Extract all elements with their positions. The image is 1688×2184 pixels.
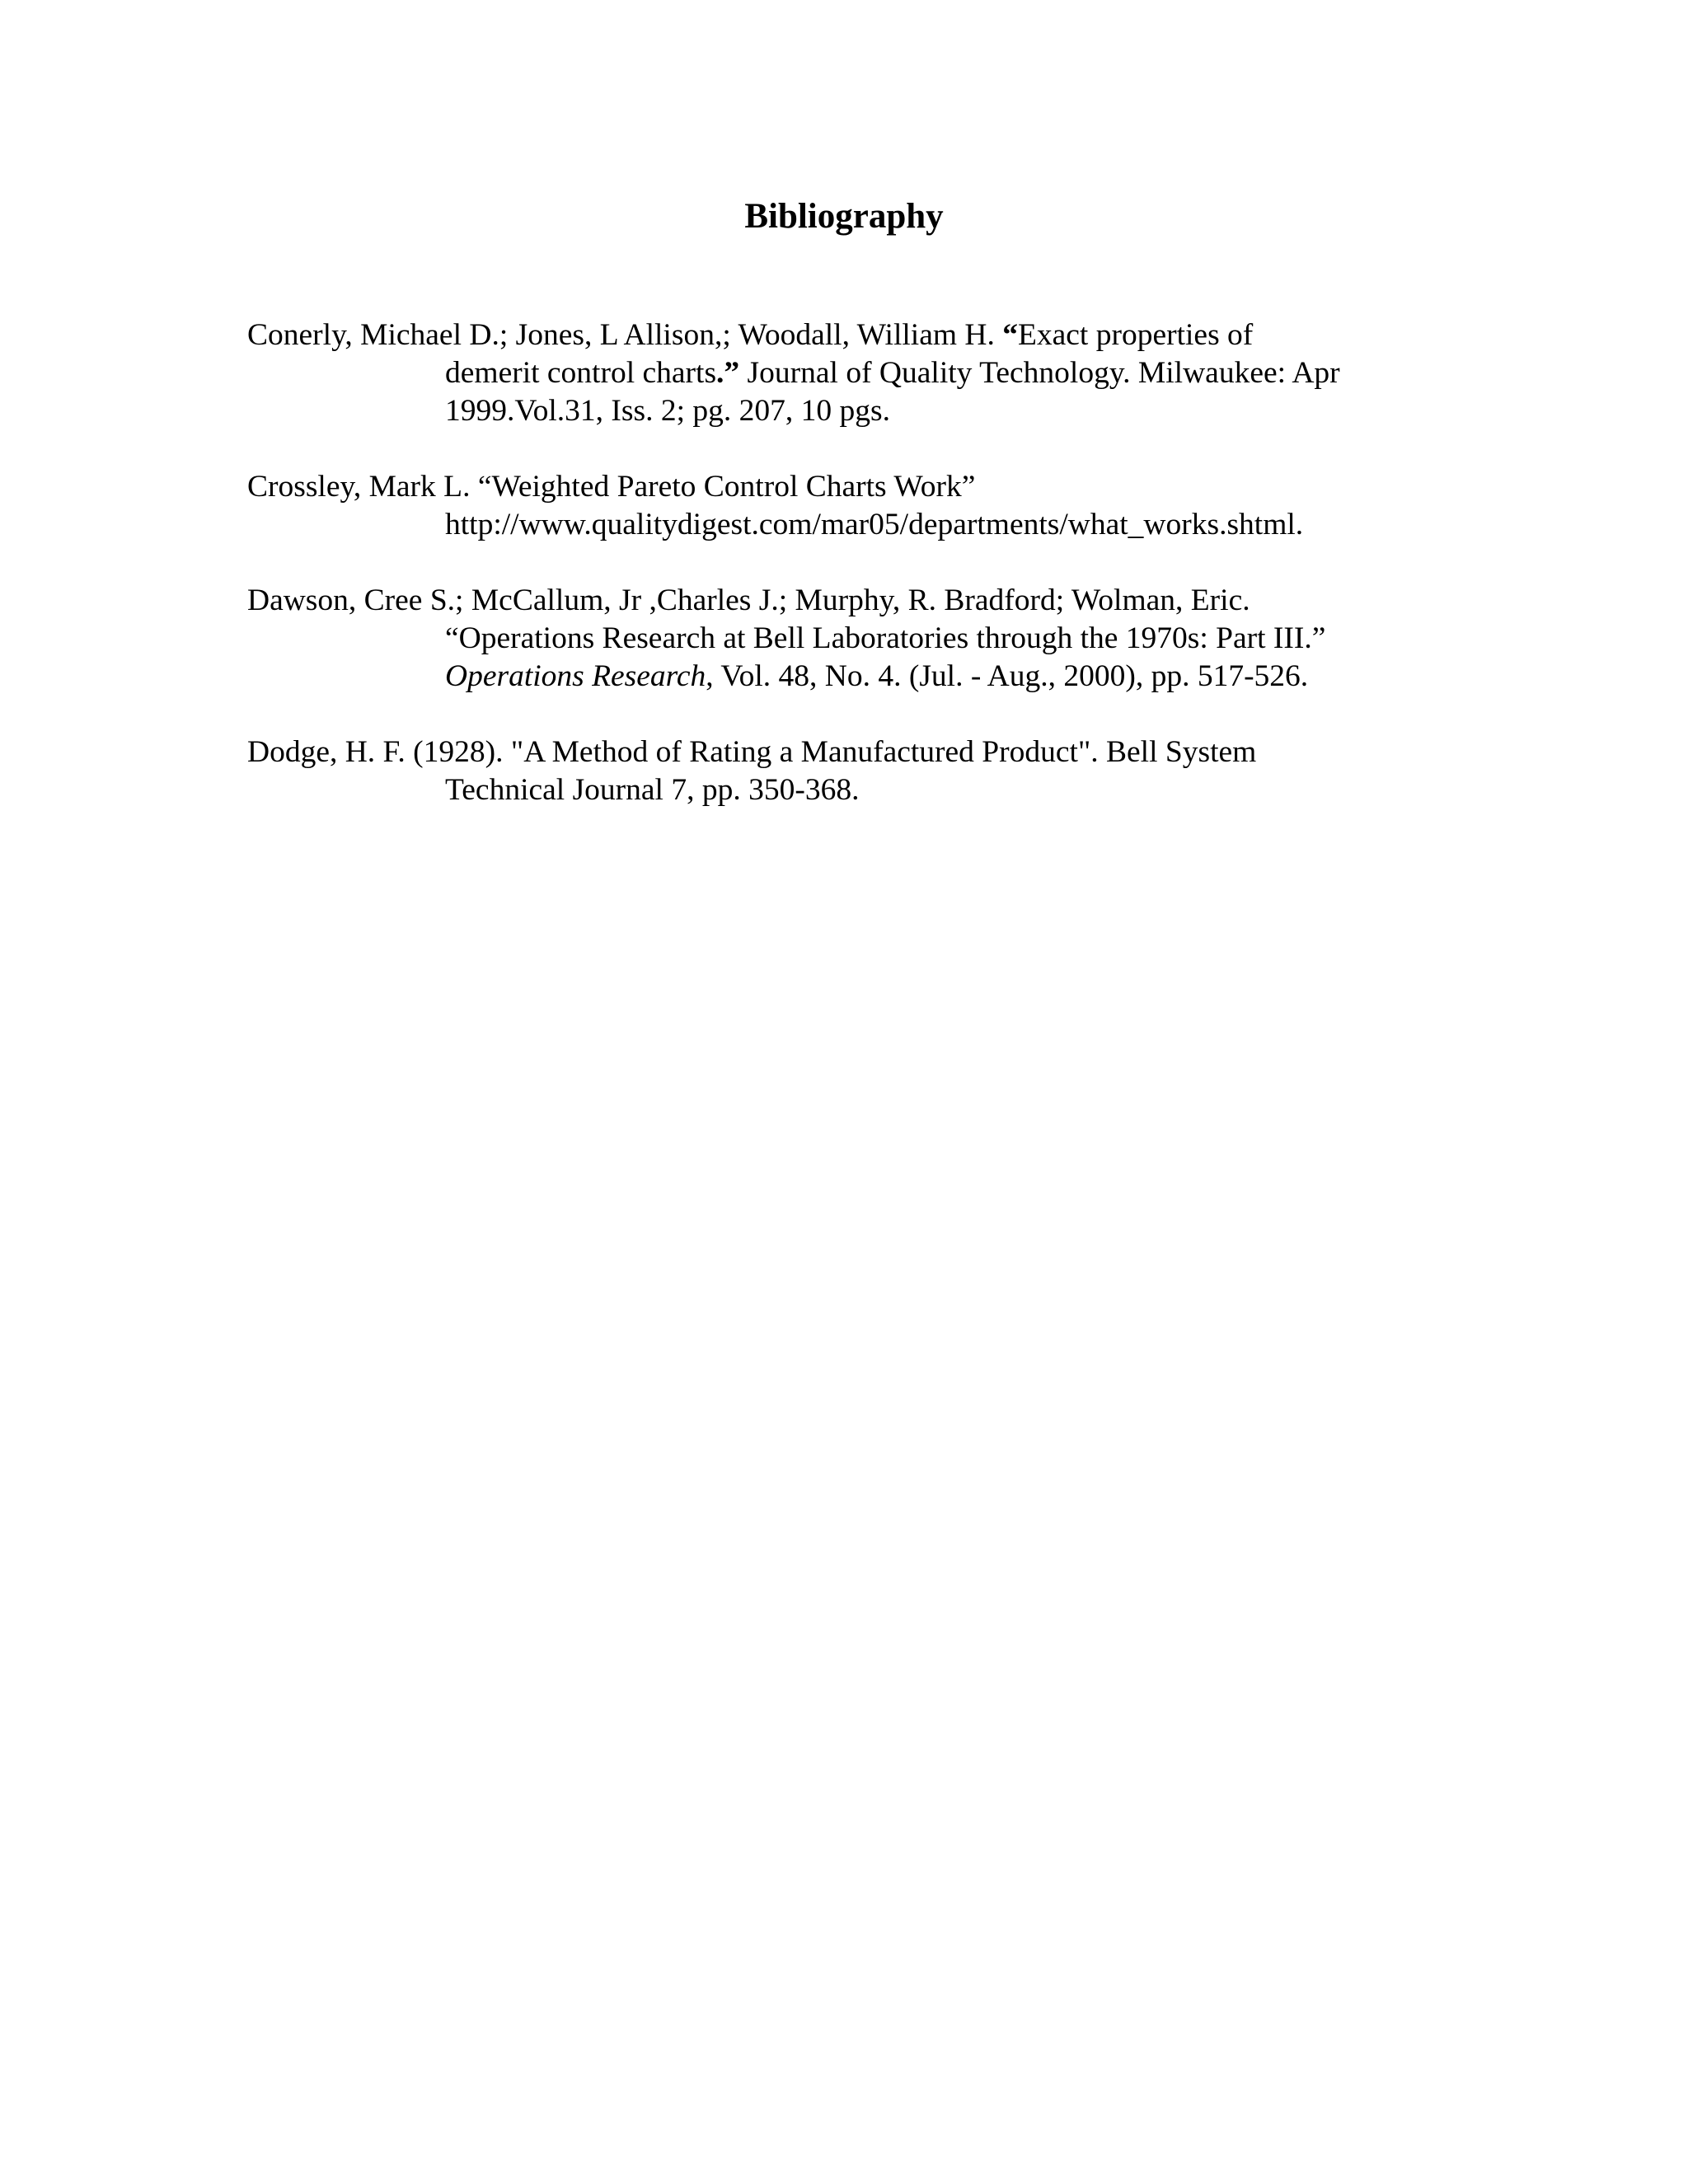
bibliography-entry-crossley xyxy=(247,468,1434,544)
entry-text: Dawson, Cree S.; McCallum, Jr ,Charles J.; Murphy, R. Bradford; Wolman, Eric. xyxy=(247,583,1250,617)
bibliography-list xyxy=(247,316,1434,847)
entry-line xyxy=(346,354,1434,392)
entry-text-bold: .” xyxy=(716,356,740,390)
entry-line xyxy=(346,658,1434,696)
entry-line xyxy=(346,506,1434,544)
entry-line xyxy=(247,468,1434,506)
entry-text-bold: “ xyxy=(1002,318,1018,352)
entry-text: Exact properties of xyxy=(1017,318,1254,352)
entry-url: http://www.qualitydigest.com/mar05/departments/what_works.shtml. xyxy=(445,508,1304,541)
entry-line xyxy=(247,316,1434,354)
entry-text: “Operations Research at Bell Laboratories through the 1970s: Part III.” xyxy=(445,621,1326,655)
entry-text: Technical Journal 7, pp. 350-368. xyxy=(445,773,860,807)
bibliography-entry-dawson xyxy=(247,582,1434,696)
entry-text: , Vol. 48, No. 4. (Jul. - Aug., 2000), pp. 517-526. xyxy=(706,659,1309,693)
entry-line xyxy=(247,582,1434,620)
entry-text: Crossley, Mark L. “Weighted Pareto Control Charts Work” xyxy=(247,470,976,504)
entry-line xyxy=(346,392,1434,430)
entry-line xyxy=(346,620,1434,658)
entry-line xyxy=(346,771,1434,809)
page-title: Bibliography xyxy=(744,197,944,236)
entry-text: Dodge, H. F. (1928). "A Method of Rating a Manufactured Product". Bell System xyxy=(247,735,1257,769)
entry-text: Conerly, Michael D.; Jones, L Allison,; Woodall, William H. xyxy=(247,318,1003,352)
entry-line xyxy=(247,733,1434,771)
bibliography-entry-dodge xyxy=(247,733,1434,809)
entry-journal-title: Operations Research xyxy=(445,659,706,693)
bibliography-entry-conerly xyxy=(247,316,1434,430)
entry-text: Journal of Quality Technology. Milwaukee: Apr xyxy=(739,356,1340,390)
entry-text: demerit control charts xyxy=(445,356,717,390)
entry-text: 1999.Vol.31, Iss. 2; pg. 207, 10 pgs. xyxy=(445,394,890,428)
